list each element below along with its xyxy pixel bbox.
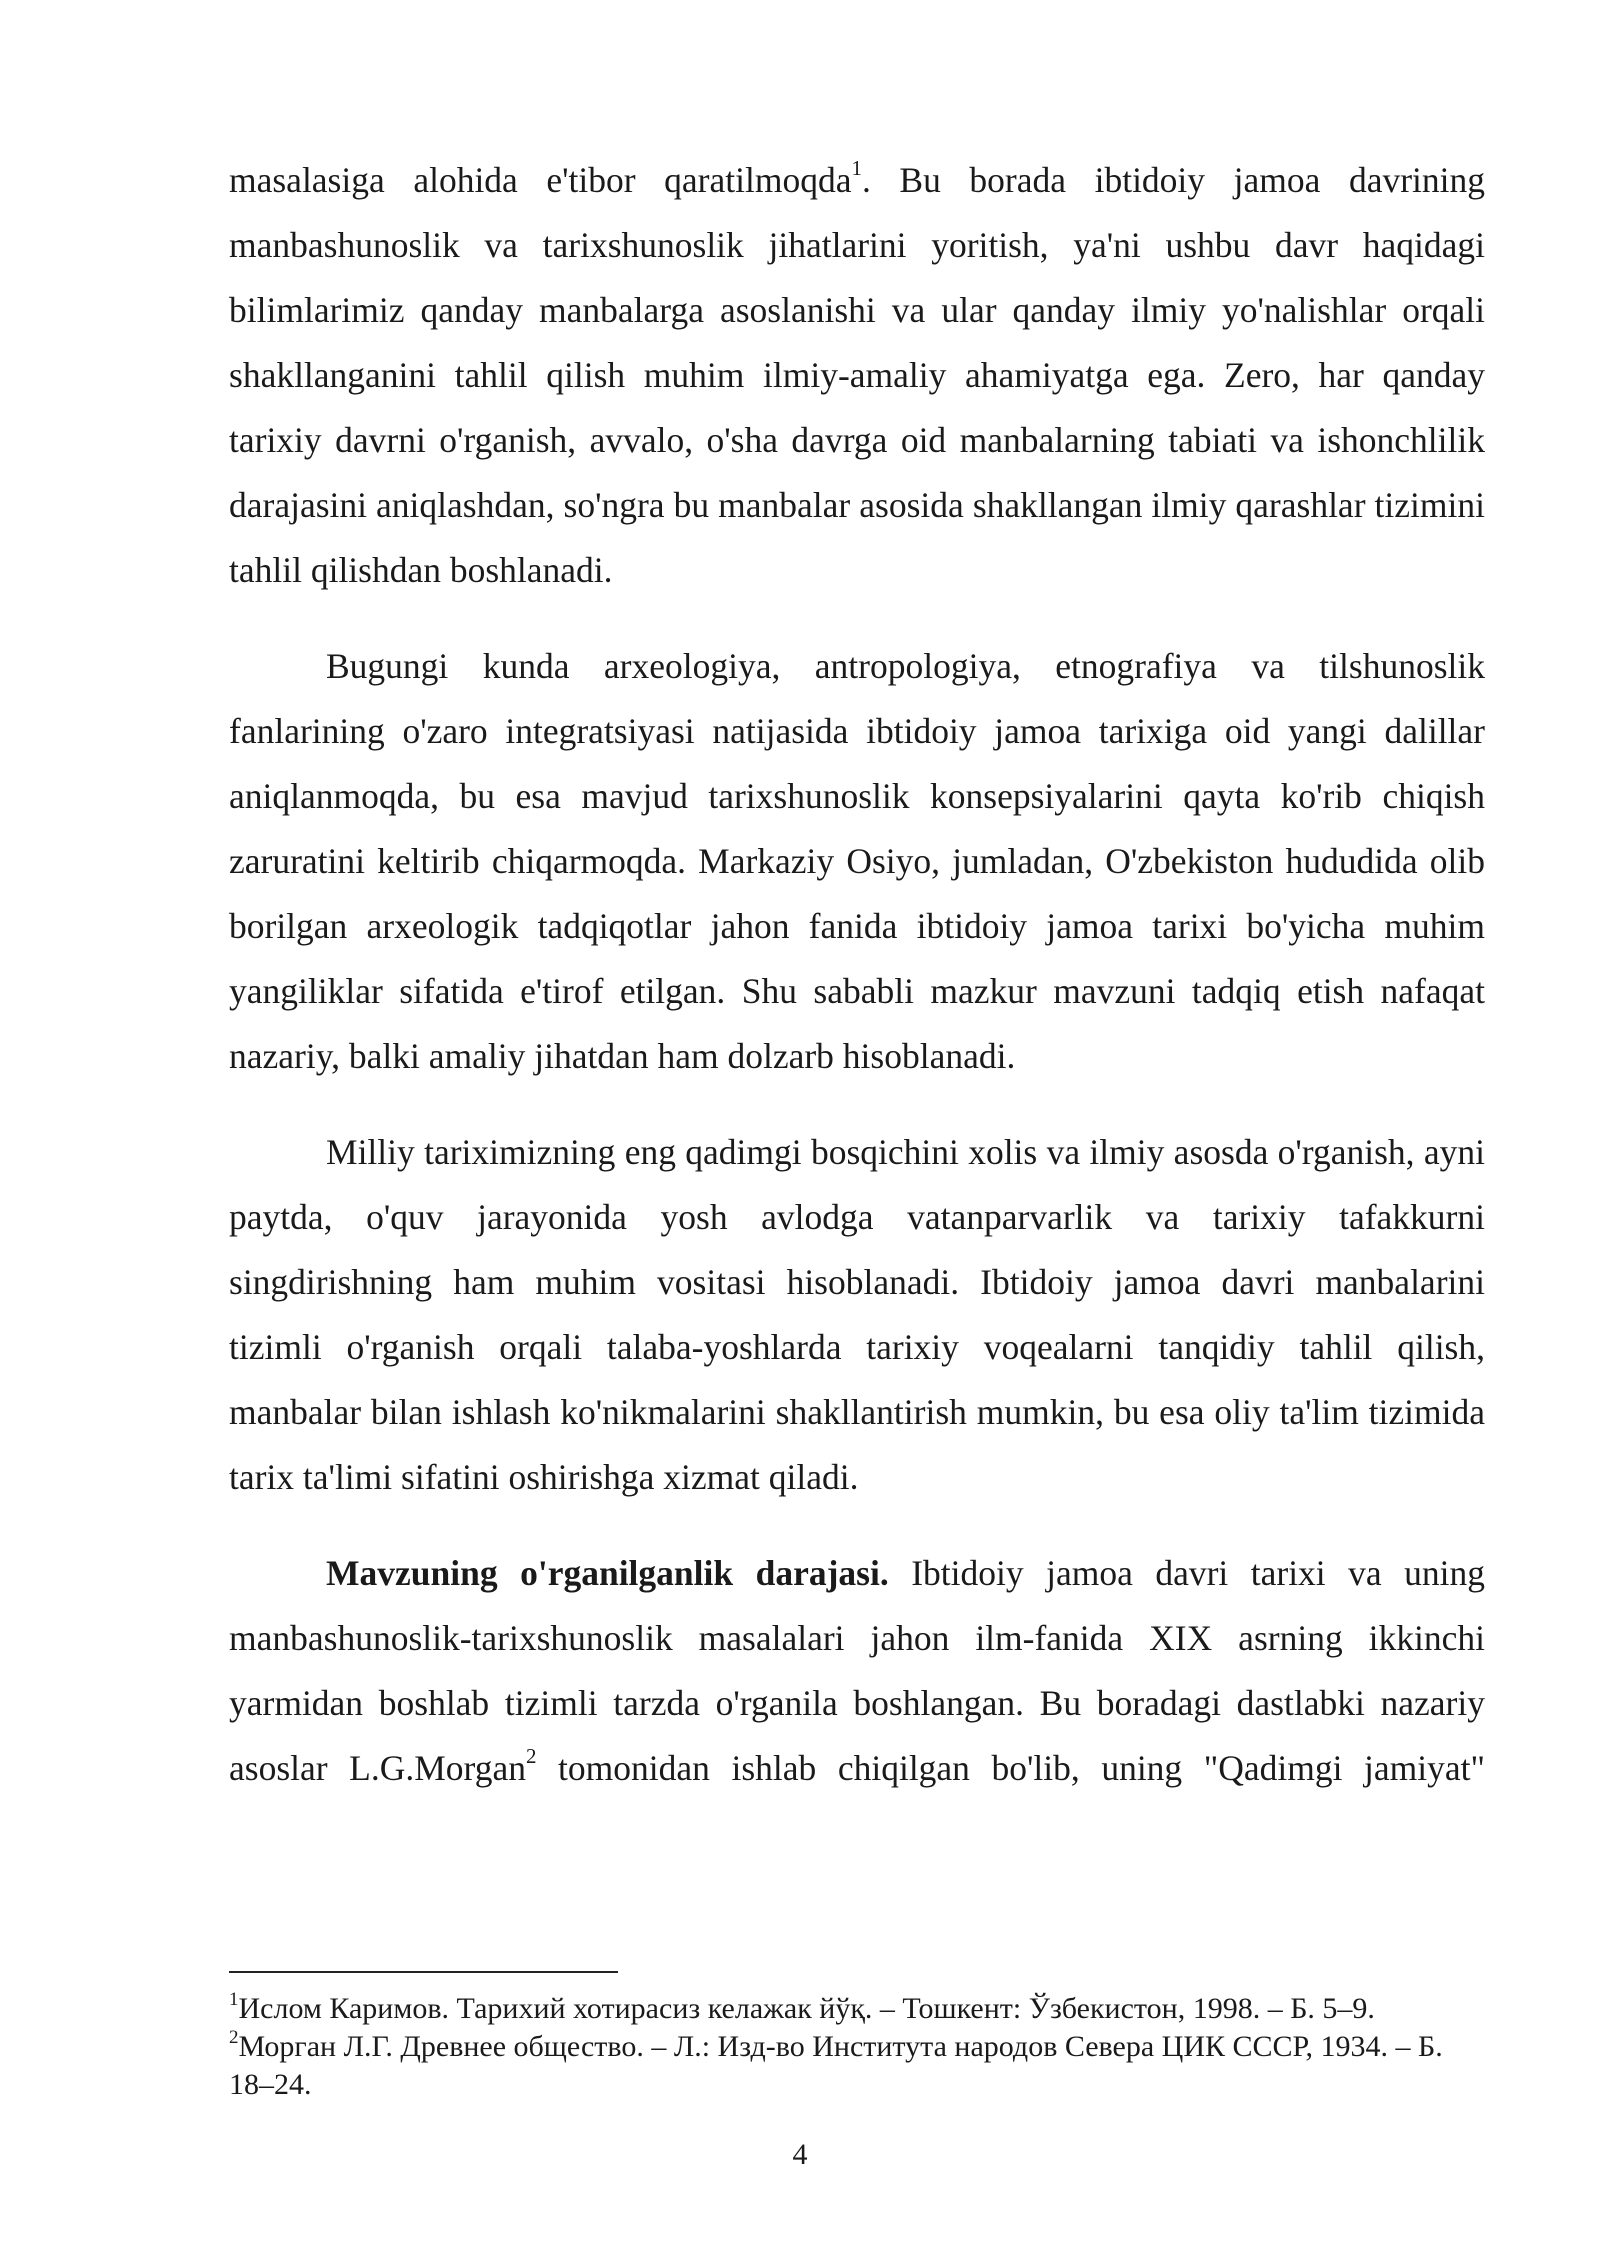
footnote-1-marker: 1 bbox=[229, 1989, 239, 2010]
paragraph-2-text: Bugungi kunda arxeologiya, antropologiya, etnografiya va tilshunoslik fanlarining o'zaro integratsiyasi natijasida ibtidoiy jamoa tarixiga oid yangi dalillar aniqlanmoqda, bu esa mavjud tarixshunoslik konsepsiyalarini qayta ko'rib chiqish zaruratini keltirib chiqarmoqda. Markaziy Osiyo, jumladan, O'zbekiston hududida olib borilgan arxeologik tadqiqotlar jahon fanida ibtidoiy jamoa tarixi bo'yicha muhim yangiliklar sifatida e'tirof etilgan. Shu sababli mazkur mavzuni tadqiq etish nafaqat nazariy, balki amaliy jihatdan ham dolzarb hisoblanadi. bbox=[229, 646, 1485, 1076]
footnotes bbox=[229, 1990, 1485, 2104]
page-body bbox=[229, 148, 1485, 1801]
paragraph-4-text-end: tomonidan ishlab chiqilgan bo'lib, uning "Qadimgi jamiyat" bbox=[536, 1748, 1485, 1788]
paragraph-3 bbox=[229, 1120, 1485, 1510]
footnote-2-text: Морган Л.Г. Древнее общество. – Л.: Изд-во Института народов Севера ЦИК СССР, 1934. – Б. 18–24. bbox=[229, 2030, 1443, 2101]
footnote-separator bbox=[229, 1971, 618, 1973]
footnote-ref-2[interactable]: 2 bbox=[525, 1744, 537, 1769]
footnote-1-text: Ислом Каримов. Тарихий хотирасиз келажак йўқ. – Тошкент: Ўзбекистон, 1998. – Б. 5–9. bbox=[238, 1992, 1375, 2025]
footnote-ref-1[interactable]: 1 bbox=[851, 156, 862, 181]
paragraph-4 bbox=[229, 1541, 1485, 1801]
footnote-2 bbox=[229, 2028, 1485, 2104]
paragraph-1 bbox=[229, 148, 1485, 603]
footnote-1 bbox=[229, 1990, 1485, 2028]
footnote-2-marker: 2 bbox=[229, 2027, 239, 2048]
paragraph-1-text-end: . Bu borada ibtidoiy jamoa davrining manbashunoslik va tarixshunoslik jihatlarini yoritish, ya'ni ushbu davr haqidagi bilimlarimiz qanday manbalarga asoslanishi va ular qanday ilmiy yo'nalishlar orqali shakllanganini tahlil qilish muhim ilmiy-amaliy ahamiyatga ega. Zero, har qanday tarixiy davrni o'rganish, avvalo, o'sha davrga oid manbalarning tabiati va ishonchlilik darajasini aniqlashdan, so'ngra bu manbalar asosida shakllangan ilmiy qarashlar tizimini tahlil qilishdan boshlanadi. bbox=[229, 160, 1485, 590]
paragraph-3-text: Milliy tariximizning eng qadimgi bosqichini xolis va ilmiy asosda o'rganish, ayni paytda, o'quv jarayonida yosh avlodga vatanparvarlik va tarixiy tafakkurni singdirishning ham muhim vositasi hisoblanadi. Ibtidoiy jamoa davri manbalarini tizimli o'rganish orqali talaba-yoshlarda tarixiy voqealarni tanqidiy tahlil qilish, manbalar bilan ishlash ko'nikmalarini shakllantirish mumkin, bu esa oliy ta'lim tizimida tarix ta'limi sifatini oshirishga xizmat qiladi. bbox=[229, 1132, 1485, 1497]
page-number: 4 bbox=[792, 2138, 808, 2171]
section-heading-inline: Mavzuning o'rganilganlik darajasi. bbox=[326, 1553, 889, 1593]
paragraph-2 bbox=[229, 634, 1485, 1089]
paragraph-1-text-start: masalasiga alohida e'tibor qaratilmoqda bbox=[229, 160, 852, 200]
paragraph-4-text-start: Ibtidoiy jamoa davri tarixi va uning manbashunoslik-tarixshunoslik masalalari jahon ilm-fanida XIX asrning ikkinchi yarmidan boshlab tizimli tarzda o'rganila boshlangan. Bu boradagi dastlabki nazariy asoslar L.G.Morgan bbox=[229, 1553, 1485, 1788]
